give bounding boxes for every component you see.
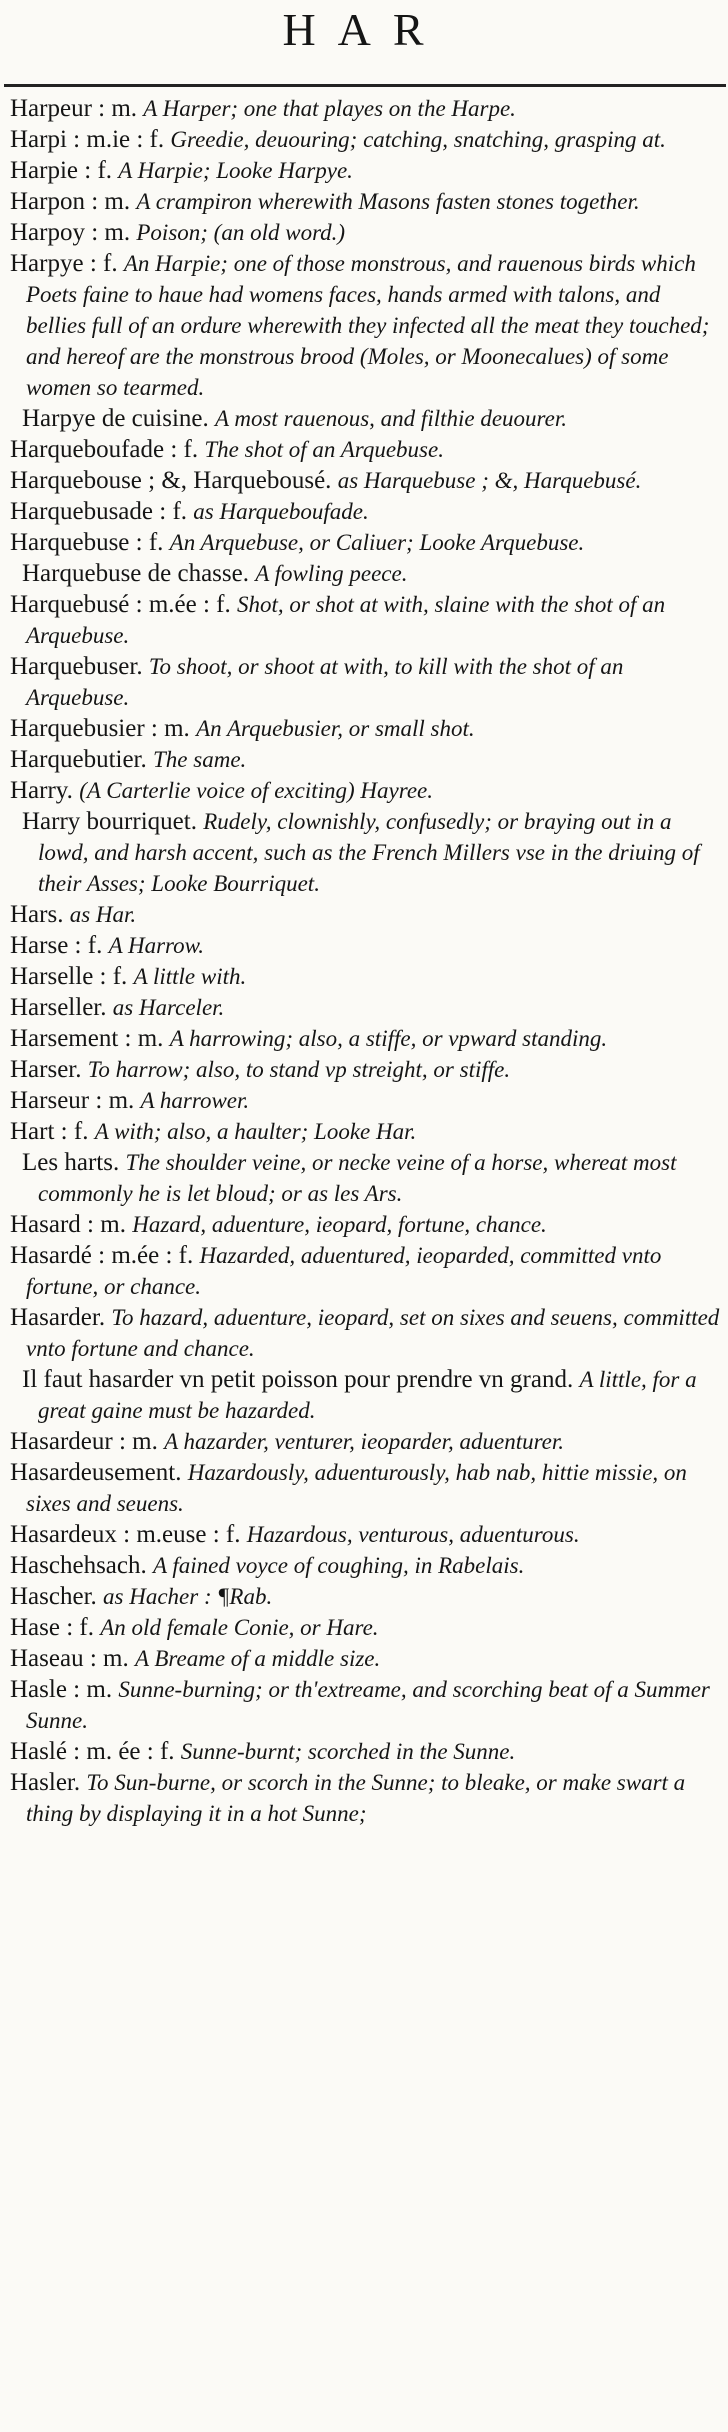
entry-definition: A harrowing; also, a stiffe, or vpward standing. [169,1026,608,1051]
dictionary-entry [10,1209,722,1240]
entry-headword: Harquebusé : m.ée : f. [10,591,231,618]
dictionary-entry [10,1550,722,1581]
entry-headword: Harpye : f. [10,250,118,277]
entry-definition: Shot, or shot at with, slaine with the shot of an Arquebuse. [26,592,666,648]
dictionary-entry [10,1023,722,1054]
entry-definition: A fained voyce of coughing, in Rabelais. [153,1553,525,1578]
dictionary-entry [10,1147,722,1209]
entry-headword: Harpie : f. [10,157,113,184]
entry-headword: Hars. [10,901,64,928]
entry-headword: Hasarder. [10,1304,106,1331]
entry-definition: A Breame of a middle size. [134,1646,381,1671]
dictionary-entry [10,1457,722,1519]
dictionary-entry [10,1085,722,1116]
entry-definition: To shoot, or shoot at with, to kill with the shot of an Arquebuse. [26,654,624,710]
entry-headword: Harse : f. [10,932,103,959]
running-head: HAR [282,4,446,55]
entry-headword: Harry. [10,777,73,804]
dictionary-entry [10,1612,722,1643]
entry-definition: The shot of an Arquebuse. [204,437,444,462]
entry-definition: A with; also, a haulter; Looke Har. [94,1119,417,1144]
entry-headword: Hart : f. [10,1118,89,1145]
entry-headword: Les harts. [22,1149,120,1176]
entry-definition: A harrower. [140,1088,250,1113]
entry-headword: Harquebuse : f. [10,529,164,556]
dictionary-entry [10,558,722,589]
entry-headword: Haslé : m. ée : f. [10,1738,175,1765]
dictionary-entry [10,992,722,1023]
entry-definition: A fowling peece. [255,561,408,586]
entry-headword: Il faut hasarder vn petit poisson pour prendre vn grand. [22,1366,574,1393]
entry-headword: Harry bourriquet. [22,808,197,835]
entry-headword: Harseur : m. [10,1087,135,1114]
entry-definition: as Hacher : ¶Rab. [103,1584,273,1609]
entry-headword: Hasardé : m.ée : f. [10,1242,194,1269]
dictionary-entry [10,651,722,713]
dictionary-entry [10,1643,722,1674]
entry-definition: Sunne-burning; or th'extreame, and scorching beat of a Summer Sunne. [26,1677,710,1733]
entry-headword: Hase : f. [10,1614,94,1641]
entry-definition: The shoulder veine, or necke veine of a horse, whereat most commonly he is let bloud; or as les Ars. [38,1150,677,1206]
entry-definition: An Arquebusier, or small shot. [196,716,475,741]
dictionary-entry [10,496,722,527]
entry-headword: Harpi : m.ie : f. [10,126,165,153]
entry-headword: Harquebutier. [10,746,147,773]
entry-headword: Harquebouse ; &, Harquebousé. [10,467,332,494]
dictionary-entry [10,1302,722,1364]
entry-headword: Harsement : m. [10,1025,164,1052]
entry-definition: An old female Conie, or Hare. [100,1615,379,1640]
dictionary-entry [10,155,722,186]
entry-headword: Hasardeur : m. [10,1428,158,1455]
entry-definition: Rudely, clownishly, confusedly; or braying out in a lowd, and harsh accent, such as the French Millers vse in the driuing of their Asses; Looke Bourriquet. [38,809,700,896]
entry-headword: Harquebuse de chasse. [22,560,249,587]
entry-definition: A Harpie; Looke Harpye. [118,158,353,183]
entry-headword: Harquebusier : m. [10,715,190,742]
header-rule [4,84,726,87]
dictionary-entry [10,1240,722,1302]
entry-headword: Harseller. [10,994,107,1021]
entry-headword: Haschehsach. [10,1552,147,1579]
entry-definition: Greedie, deuouring; catching, snatching, grasping at. [170,127,666,152]
entry-headword: Harser. [10,1056,82,1083]
dictionary-entry [10,465,722,496]
entry-headword: Harpoy : m. [10,219,131,246]
entry-definition: The same. [153,747,247,772]
entry-headword: Harquebuser. [10,653,143,680]
dictionary-entry [10,527,722,558]
dictionary-entry [10,961,722,992]
entry-headword: Harquebusade : f. [10,498,188,525]
dictionary-entry [10,93,722,124]
entry-definition: A little with. [133,964,247,989]
entry-definition: An Arquebuse, or Caliuer; Looke Arquebuse. [169,530,585,555]
entry-definition: as Har. [69,902,137,927]
entry-definition: as Harqueboufade. [193,499,369,524]
dictionary-entry [10,1364,722,1426]
dictionary-entry [10,403,722,434]
entry-definition: Hazarded, aduentured, ieoparded, committed vnto fortune, or chance. [26,1243,662,1299]
dictionary-entry [10,1054,722,1085]
entry-definition: An Harpie; one of those monstrous, and rauenous birds which Poets faine to haue had womens faces, hands armed with talons, and bellies full of an ordure wherewith they infected all the meat they touched; and hereof are the monstrous brood (Moles, or Moonecalues) of some women so tearmed. [26,251,710,400]
entry-definition: (A Carterlie voice of exciting) Hayree. [79,778,434,803]
entry-headword: Hasardeusement. [10,1459,182,1486]
dictionary-entry [10,1674,722,1736]
dictionary-entry [10,1519,722,1550]
dictionary-entry [10,1736,722,1767]
entry-definition: A most rauenous, and filthie deuourer. [214,406,568,431]
entry-headword: Harqueboufade : f. [10,436,199,463]
dictionary-entry [10,806,722,899]
entry-definition: To Sun-burne, or scorch in the Sunne; to bleake, or make swart a thing by displaying it in a hot Sunne; [26,1770,686,1826]
entry-definition: A hazarder, venturer, ieoparder, aduenturer. [164,1429,565,1454]
dictionary-entry [10,589,722,651]
entry-definition: Poison; (an old word.) [136,220,346,245]
entry-definition: Hazardous, venturous, aduenturous. [246,1522,580,1547]
entry-headword: Harselle : f. [10,963,128,990]
entry-headword: Hasard : m. [10,1211,126,1238]
entry-definition: To harrow; also, to stand vp streight, or stiffe. [87,1057,511,1082]
dictionary-entry [10,1426,722,1457]
entry-definition: A Harrow. [108,933,205,958]
dictionary-entry [10,186,722,217]
entry-definition: as Harquebuse ; &, Harquebusé. [337,468,642,493]
dictionary-entry [10,434,722,465]
entry-definition: To hazard, aduenture, ieopard, set on sixes and seuens, committed vnto fortune and chance. [26,1305,720,1361]
entry-definition: A crampiron wherewith Masons fasten stones together. [136,189,640,214]
dictionary-entry [10,124,722,155]
entry-list [0,93,728,1829]
entry-headword: Hasler. [10,1769,81,1796]
dictionary-entry [10,930,722,961]
entry-definition: A little, for a great gaine must be hazarded. [38,1367,697,1423]
dictionary-entry [10,1767,722,1829]
entry-definition: Hazardously, aduenturously, hab nab, hittie missie, on sixes and seuens. [26,1460,687,1516]
dictionary-entry [10,899,722,930]
entry-headword: Harpeur : m. [10,95,138,122]
dictionary-entry [10,744,722,775]
dictionary-entry [10,775,722,806]
entry-headword: Harpon : m. [10,188,131,215]
entry-definition: Sunne-burnt; scorched in the Sunne. [180,1739,516,1764]
entry-definition: A Harper; one that playes on the Harpe. [143,96,516,121]
dictionary-entry [10,248,722,403]
dictionary-entry [10,713,722,744]
entry-headword: Hascher. [10,1583,97,1610]
dictionary-entry [10,1581,722,1612]
entry-definition: as Harceler. [112,995,225,1020]
dictionary-entry [10,1116,722,1147]
entry-definition: Hazard, aduenture, ieopard, fortune, chance. [132,1212,547,1237]
entry-headword: Harpye de cuisine. [22,405,209,432]
entry-headword: Hasle : m. [10,1676,113,1703]
entry-headword: Hasardeux : m.euse : f. [10,1521,241,1548]
dictionary-entry [10,217,722,248]
entry-headword: Haseau : m. [10,1645,129,1672]
